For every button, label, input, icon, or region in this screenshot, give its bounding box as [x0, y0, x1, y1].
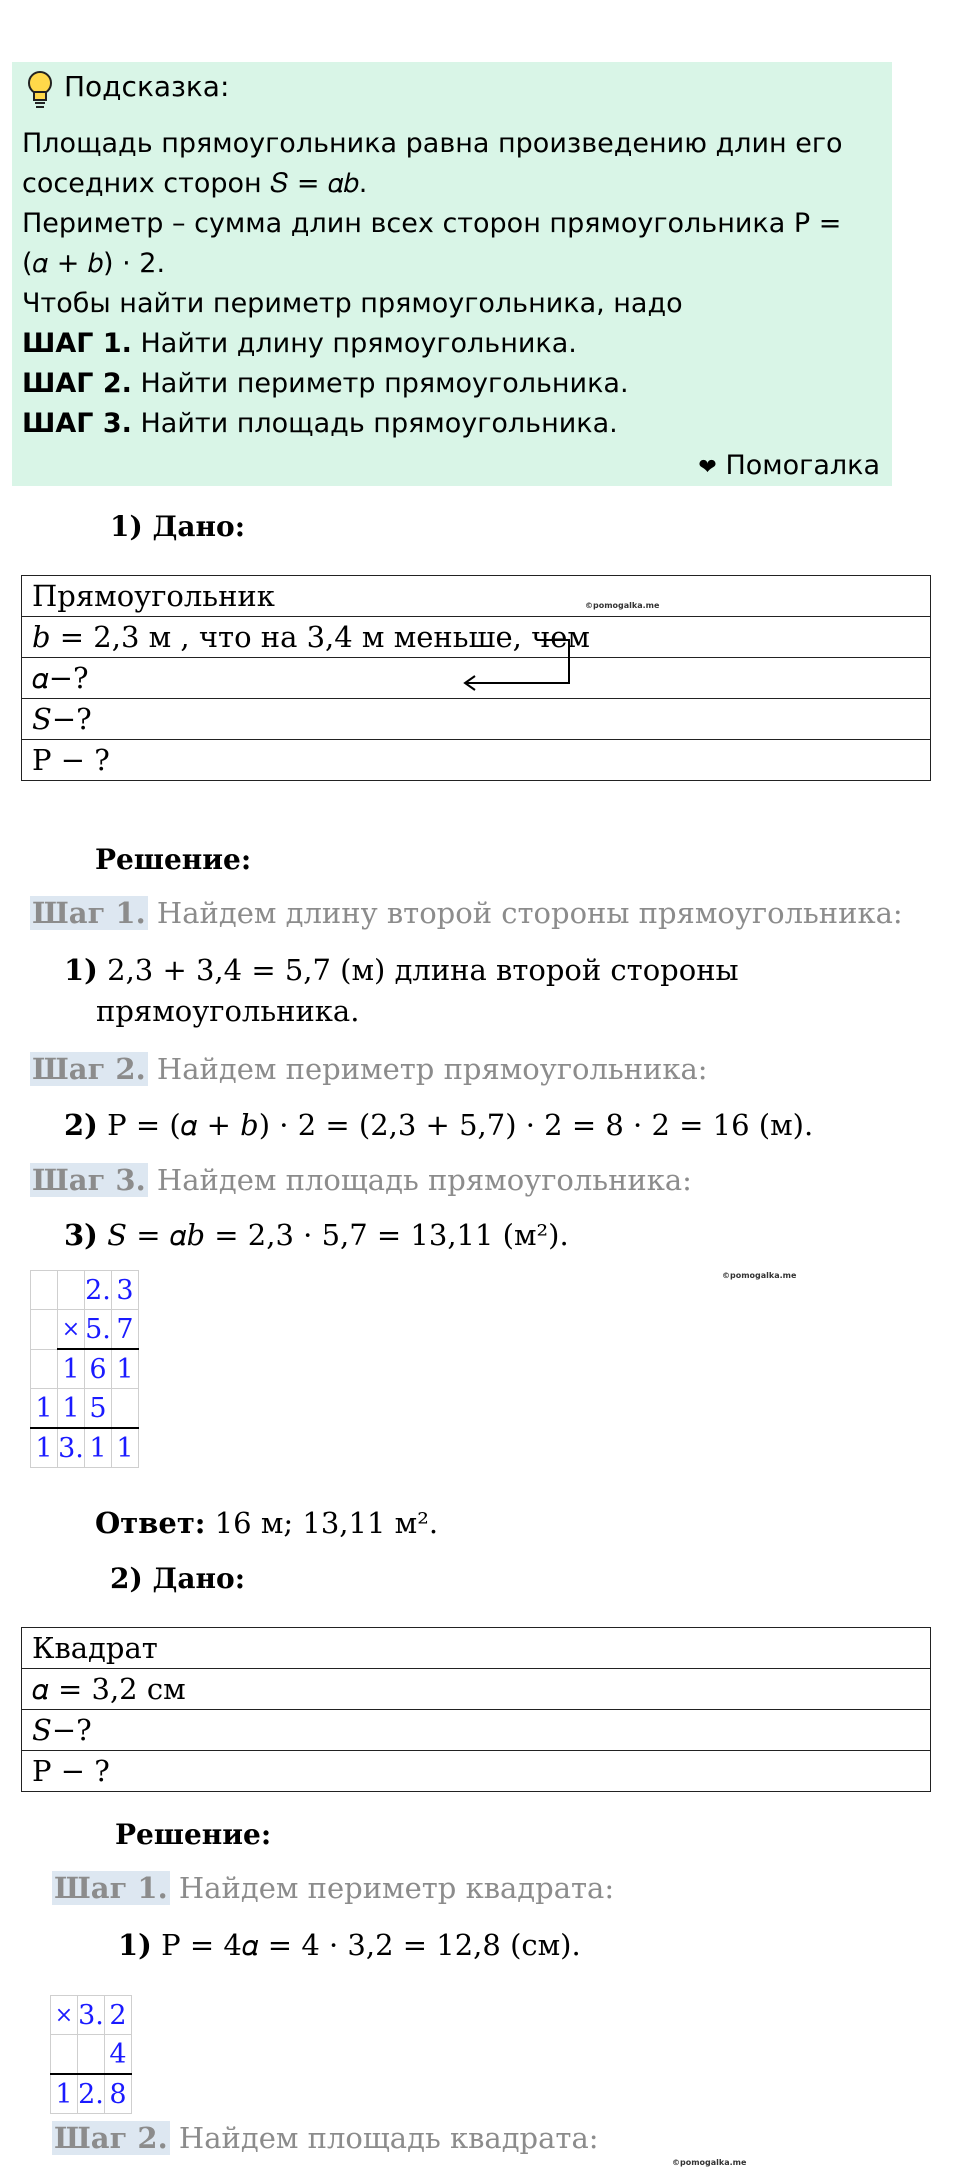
mult-cell: 1: [31, 1389, 58, 1429]
hint-step: ШАГ 1. Найти длину прямоугольника.: [22, 328, 577, 359]
mult-cell: 3.: [78, 1996, 105, 2035]
hint-line: соседних сторон 𝑆 = 𝛼𝑏.: [22, 168, 368, 199]
mult-cell: 2.: [85, 1271, 112, 1310]
multiplication-1: [30, 1270, 139, 1468]
step-3: Шаг 3. Найдем площадь прямоугольника:: [32, 1163, 692, 1197]
heart-icon: ❤: [698, 455, 717, 480]
calc-1: 1) Р = 4𝛼 = 4 · 3,2 = 12,8 (см).: [118, 1928, 581, 1962]
given-cell: 𝛼 = 3,2 см: [22, 1669, 931, 1710]
calc-2: 2) Р = (𝛼 + 𝑏) · 2 = (2,3 + 5,7) · 2 = 8 · 2 = 16 (м).: [64, 1108, 814, 1142]
mult-cell: [31, 1271, 58, 1310]
mult-cell: 6: [85, 1349, 112, 1389]
given-cell: Р − ?: [22, 740, 931, 781]
calc-1: 1) 2,3 + 3,4 = 5,7 (м) длина второй стороны: [64, 953, 739, 987]
hint-line: Периметр – сумма длин всех сторон прямоугольника Р =: [22, 208, 842, 239]
mult-cell: [31, 1310, 58, 1350]
mult-cell: [78, 2035, 105, 2075]
mult-cell: [58, 1271, 85, 1310]
solution-heading-2: Решение:: [115, 1818, 272, 1851]
multiplication-2: [50, 1995, 132, 2114]
hint-step: ШАГ 3. Найти площадь прямоугольника.: [22, 408, 618, 439]
given-cell: 𝑆−?: [22, 699, 931, 740]
watermark: ©pomogalka.me: [672, 2158, 747, 2167]
watermark: ©pomogalka.me: [722, 1271, 797, 1280]
mult-cell: [51, 2035, 78, 2075]
times-icon: ×: [58, 1310, 85, 1350]
signature: ❤ Помогалка: [698, 450, 880, 481]
mult-cell: 1: [85, 1428, 112, 1468]
given-heading-2: 2) Дано:: [110, 1562, 246, 1595]
mult-cell: 8: [105, 2074, 132, 2114]
given-cell: Р − ?: [22, 1751, 931, 1792]
given-cell: 𝑏 = 2,3 м , что на 3,4 м меньше, чем: [22, 617, 931, 658]
hint-line: Площадь прямоугольника равна произведению длин его: [22, 128, 843, 159]
hint-line: Чтобы найти периметр прямоугольника, надо: [22, 288, 683, 319]
mult-cell: 5.: [85, 1310, 112, 1350]
mult-cell: 1: [58, 1349, 85, 1389]
given-cell: 𝛼−?: [22, 658, 931, 699]
mult-cell: 4: [105, 2035, 132, 2075]
calc-1-cont: прямоугольника.: [96, 994, 360, 1028]
mult-cell: 1: [112, 1428, 139, 1468]
step-1: Шаг 1. Найдем длину второй стороны прямоугольника:: [32, 896, 903, 930]
given-cell: Прямоугольник: [22, 576, 931, 617]
step-2: Шаг 2. Найдем площадь квадрата:: [54, 2121, 599, 2155]
given-cell: 𝑆−?: [22, 1710, 931, 1751]
mult-cell: 1: [31, 1428, 58, 1468]
times-icon: ×: [51, 1996, 78, 2035]
calc-3: 3) 𝑆 = 𝛼𝑏 = 2,3 · 5,7 = 13,11 (м²).: [64, 1218, 569, 1252]
hint-box: [12, 62, 892, 486]
answer-1: Ответ: 16 м; 13,11 м².: [95, 1506, 439, 1540]
hint-title: Подсказка:: [64, 70, 230, 103]
mult-cell: 5: [85, 1389, 112, 1429]
given-table-2: [21, 1627, 931, 1792]
solution-heading-1: Решение:: [95, 843, 252, 876]
reference-arrow: [455, 625, 575, 695]
step-1: Шаг 1. Найдем периметр квадрата:: [54, 1871, 615, 1905]
mult-cell: 3: [112, 1271, 139, 1310]
mult-cell: 1: [51, 2074, 78, 2114]
mult-cell: 3.: [58, 1428, 85, 1468]
given-cell: Квадрат: [22, 1628, 931, 1669]
lightbulb-icon: [26, 70, 54, 110]
mult-cell: [112, 1389, 139, 1429]
step-2: Шаг 2. Найдем периметр прямоугольника:: [32, 1052, 708, 1086]
mult-cell: 7: [112, 1310, 139, 1350]
watermark: ©pomogalka.me: [585, 601, 660, 610]
mult-cell: 1: [112, 1349, 139, 1389]
mult-cell: [31, 1349, 58, 1389]
mult-cell: 2: [105, 1996, 132, 2035]
hint-step: ШАГ 2. Найти периметр прямоугольника.: [22, 368, 629, 399]
mult-cell: 2.: [78, 2074, 105, 2114]
hint-line: (𝛼 + 𝑏) · 2.: [22, 248, 166, 279]
mult-cell: 1: [58, 1389, 85, 1429]
given-heading-1: 1) Дано:: [110, 510, 246, 543]
